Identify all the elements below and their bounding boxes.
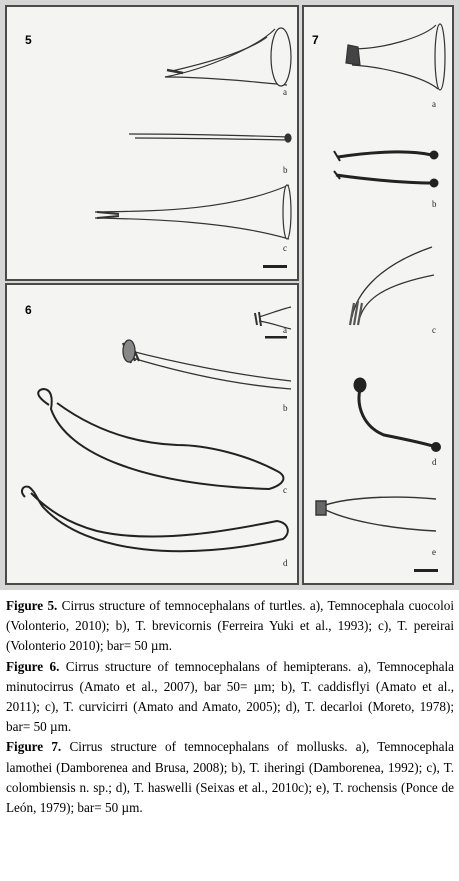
caption-figure-5: Figure 5. Cirrus structure of temnocephalans of turtles. a), Temnocephala cuocoloi (Volonterio, 2010); b), T. brevicornis (Ferreira Yuki et al., 1993); c), T. pereirai (Volonterio 2010); bar= 50 µm. [6, 598, 454, 654]
caption-figure-6: Figure 6. Cirrus structure of temnocephalans of hemipterans. a), Temnocephala minutocirrus (Amato et al., 2007), bar 50= µm; b), T. caddisflyi (Amato et al., 2011); c), T. curvicirri (Amato and Amato, 2005); d), T. decarloi (Moreto, 1978); bar= 50 µm. [6, 658, 454, 735]
figure-7-panel [302, 5, 454, 585]
label-7c: c [432, 325, 436, 335]
label-5c: c [283, 243, 287, 253]
label-6a: a [283, 325, 287, 335]
label-7b: b [432, 199, 437, 209]
scale-bar-7 [414, 569, 438, 572]
cirrus-6b [123, 340, 291, 389]
label-6d: d [283, 558, 288, 568]
cirrus-7e [316, 497, 436, 531]
cirrus-7a [346, 24, 445, 90]
cirrus-5b [129, 134, 291, 142]
cirrus-5a [165, 28, 291, 86]
scale-bar-6 [265, 336, 287, 339]
caption-figure-7: Figure 7. Cirrus structure of temnocephalans of mollusks. a), Temnocephala lamothei (Damborenea and Brusa, 2008); b), T. iheringi (Damborenea, 1992); c), T. colombiensis n. sp.; d), T. haswelli (Seixas et al., 2010c); e), T. rochensis (Ponce de León, 1979); bar= 50 µm. [6, 739, 454, 816]
figure-captions [6, 596, 454, 818]
figure-5-panel [5, 5, 299, 281]
label-7d: d [432, 457, 437, 467]
figure-7-number: 7 [312, 33, 319, 47]
figure-7-drawing [304, 7, 456, 587]
label-6b: b [283, 403, 288, 413]
cirrus-7b [334, 151, 437, 186]
cirrus-6c [38, 389, 283, 489]
figure-6-panel [5, 283, 299, 585]
scale-bar-5 [263, 265, 287, 268]
label-5b: b [283, 165, 288, 175]
label-5a: a [283, 87, 287, 97]
label-7e: e [432, 547, 436, 557]
figure-6-drawing [7, 285, 301, 587]
figure-5-drawing [7, 7, 301, 283]
cirrus-7d [355, 379, 440, 451]
label-7a: a [432, 99, 436, 109]
figure-6-number: 6 [25, 303, 32, 317]
label-6c: c [283, 485, 287, 495]
cirrus-6d [22, 487, 288, 552]
cirrus-5c [95, 185, 291, 239]
cirrus-7c [350, 247, 434, 325]
figure-5-number: 5 [25, 33, 32, 47]
